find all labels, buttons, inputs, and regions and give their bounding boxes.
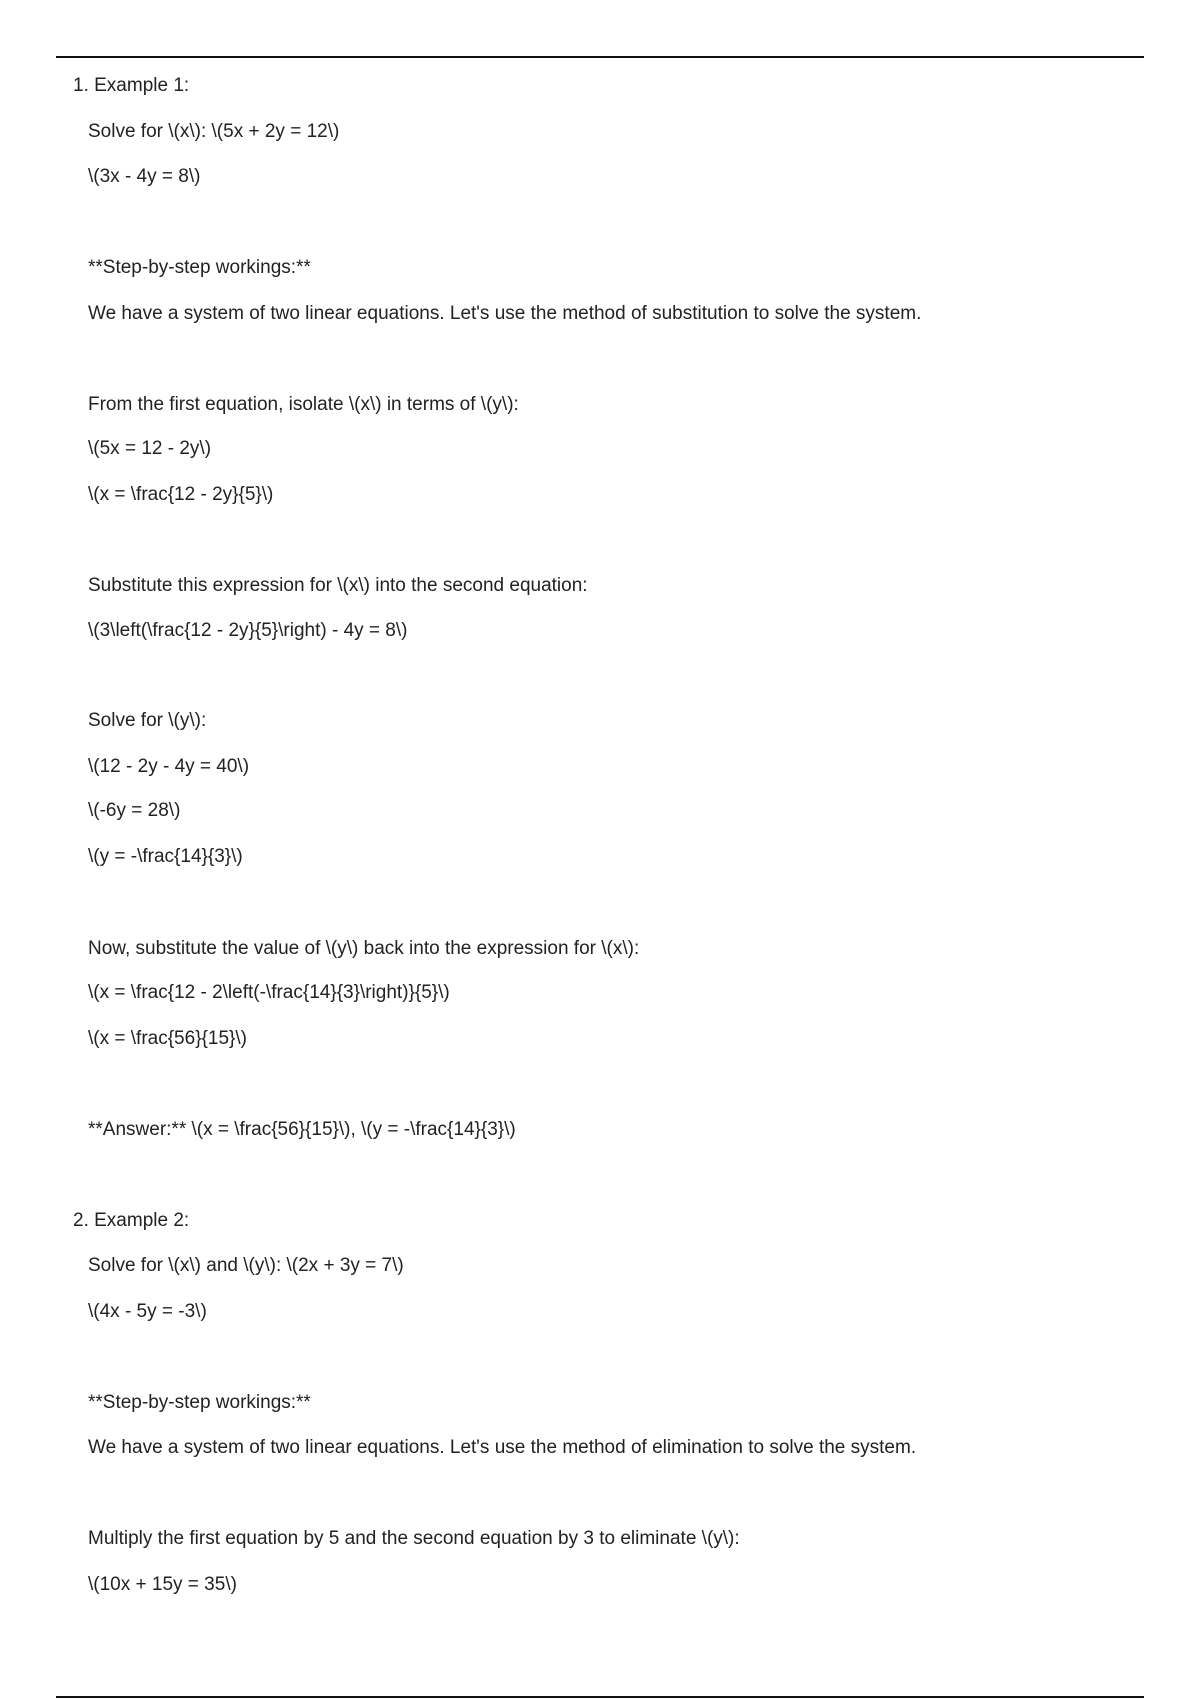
example-1-step-2-equation-1: \(3\left(\frac{12 - 2y}{5}\right) - 4y = 8\) bbox=[88, 620, 408, 641]
example-1-heading: 1. Example 1: bbox=[73, 75, 190, 96]
example-2-workings-label: **Step-by-step workings:** bbox=[88, 1392, 311, 1413]
example-1-step-3-equation-1: \(12 - 2y - 4y = 40\) bbox=[88, 756, 250, 777]
example-2-problem-line-2: \(4x - 5y = -3\) bbox=[88, 1301, 207, 1322]
example-1-workings-label: **Step-by-step workings:** bbox=[88, 257, 311, 278]
example-1-step-3-equation-3: \(y = -\frac{14}{3}\) bbox=[88, 846, 243, 867]
example-1-step-4-text: Now, substitute the value of \(y\) back into the expression for \(x\): bbox=[88, 938, 640, 959]
example-1-step-2-text: Substitute this expression for \(x\) into the second equation: bbox=[88, 575, 588, 596]
example-1-problem-line-1: Solve for \(x\): \(5x + 2y = 12\) bbox=[88, 121, 340, 142]
example-1-step-3-text: Solve for \(y\): bbox=[88, 710, 207, 731]
example-1-step-4-equation-1: \(x = \frac{12 - 2\left(-\frac{14}{3}\right)}{5}\) bbox=[88, 982, 450, 1003]
example-2-heading: 2. Example 2: bbox=[73, 1210, 190, 1231]
example-1-intro: We have a system of two linear equations. Let's use the method of substitution to solve the system. bbox=[88, 303, 922, 324]
example-1-step-1-text: From the first equation, isolate \(x\) in terms of \(y\): bbox=[88, 394, 519, 415]
example-1-step-3-equation-2: \(-6y = 28\) bbox=[88, 800, 181, 821]
top-rule bbox=[56, 56, 1144, 58]
example-2-intro: We have a system of two linear equations. Let's use the method of elimination to solve the system. bbox=[88, 1437, 917, 1458]
example-2-problem-line-1: Solve for \(x\) and \(y\): \(2x + 3y = 7\) bbox=[88, 1255, 404, 1276]
example-2-step-1-text: Multiply the first equation by 5 and the second equation by 3 to eliminate \(y\): bbox=[88, 1528, 740, 1549]
example-1-step-4-equation-2: \(x = \frac{56}{15}\) bbox=[88, 1028, 247, 1049]
example-1-step-1-equation-2: \(x = \frac{12 - 2y}{5}\) bbox=[88, 484, 274, 505]
example-2-step-1-equation-1: \(10x + 15y = 35\) bbox=[88, 1574, 237, 1595]
example-1-problem-line-2: \(3x - 4y = 8\) bbox=[88, 166, 201, 187]
bottom-rule bbox=[56, 1696, 1144, 1698]
example-1-step-1-equation-1: \(5x = 12 - 2y\) bbox=[88, 438, 212, 459]
example-1-answer: **Answer:** \(x = \frac{56}{15}\), \(y = -\frac{14}{3}\) bbox=[88, 1119, 516, 1140]
